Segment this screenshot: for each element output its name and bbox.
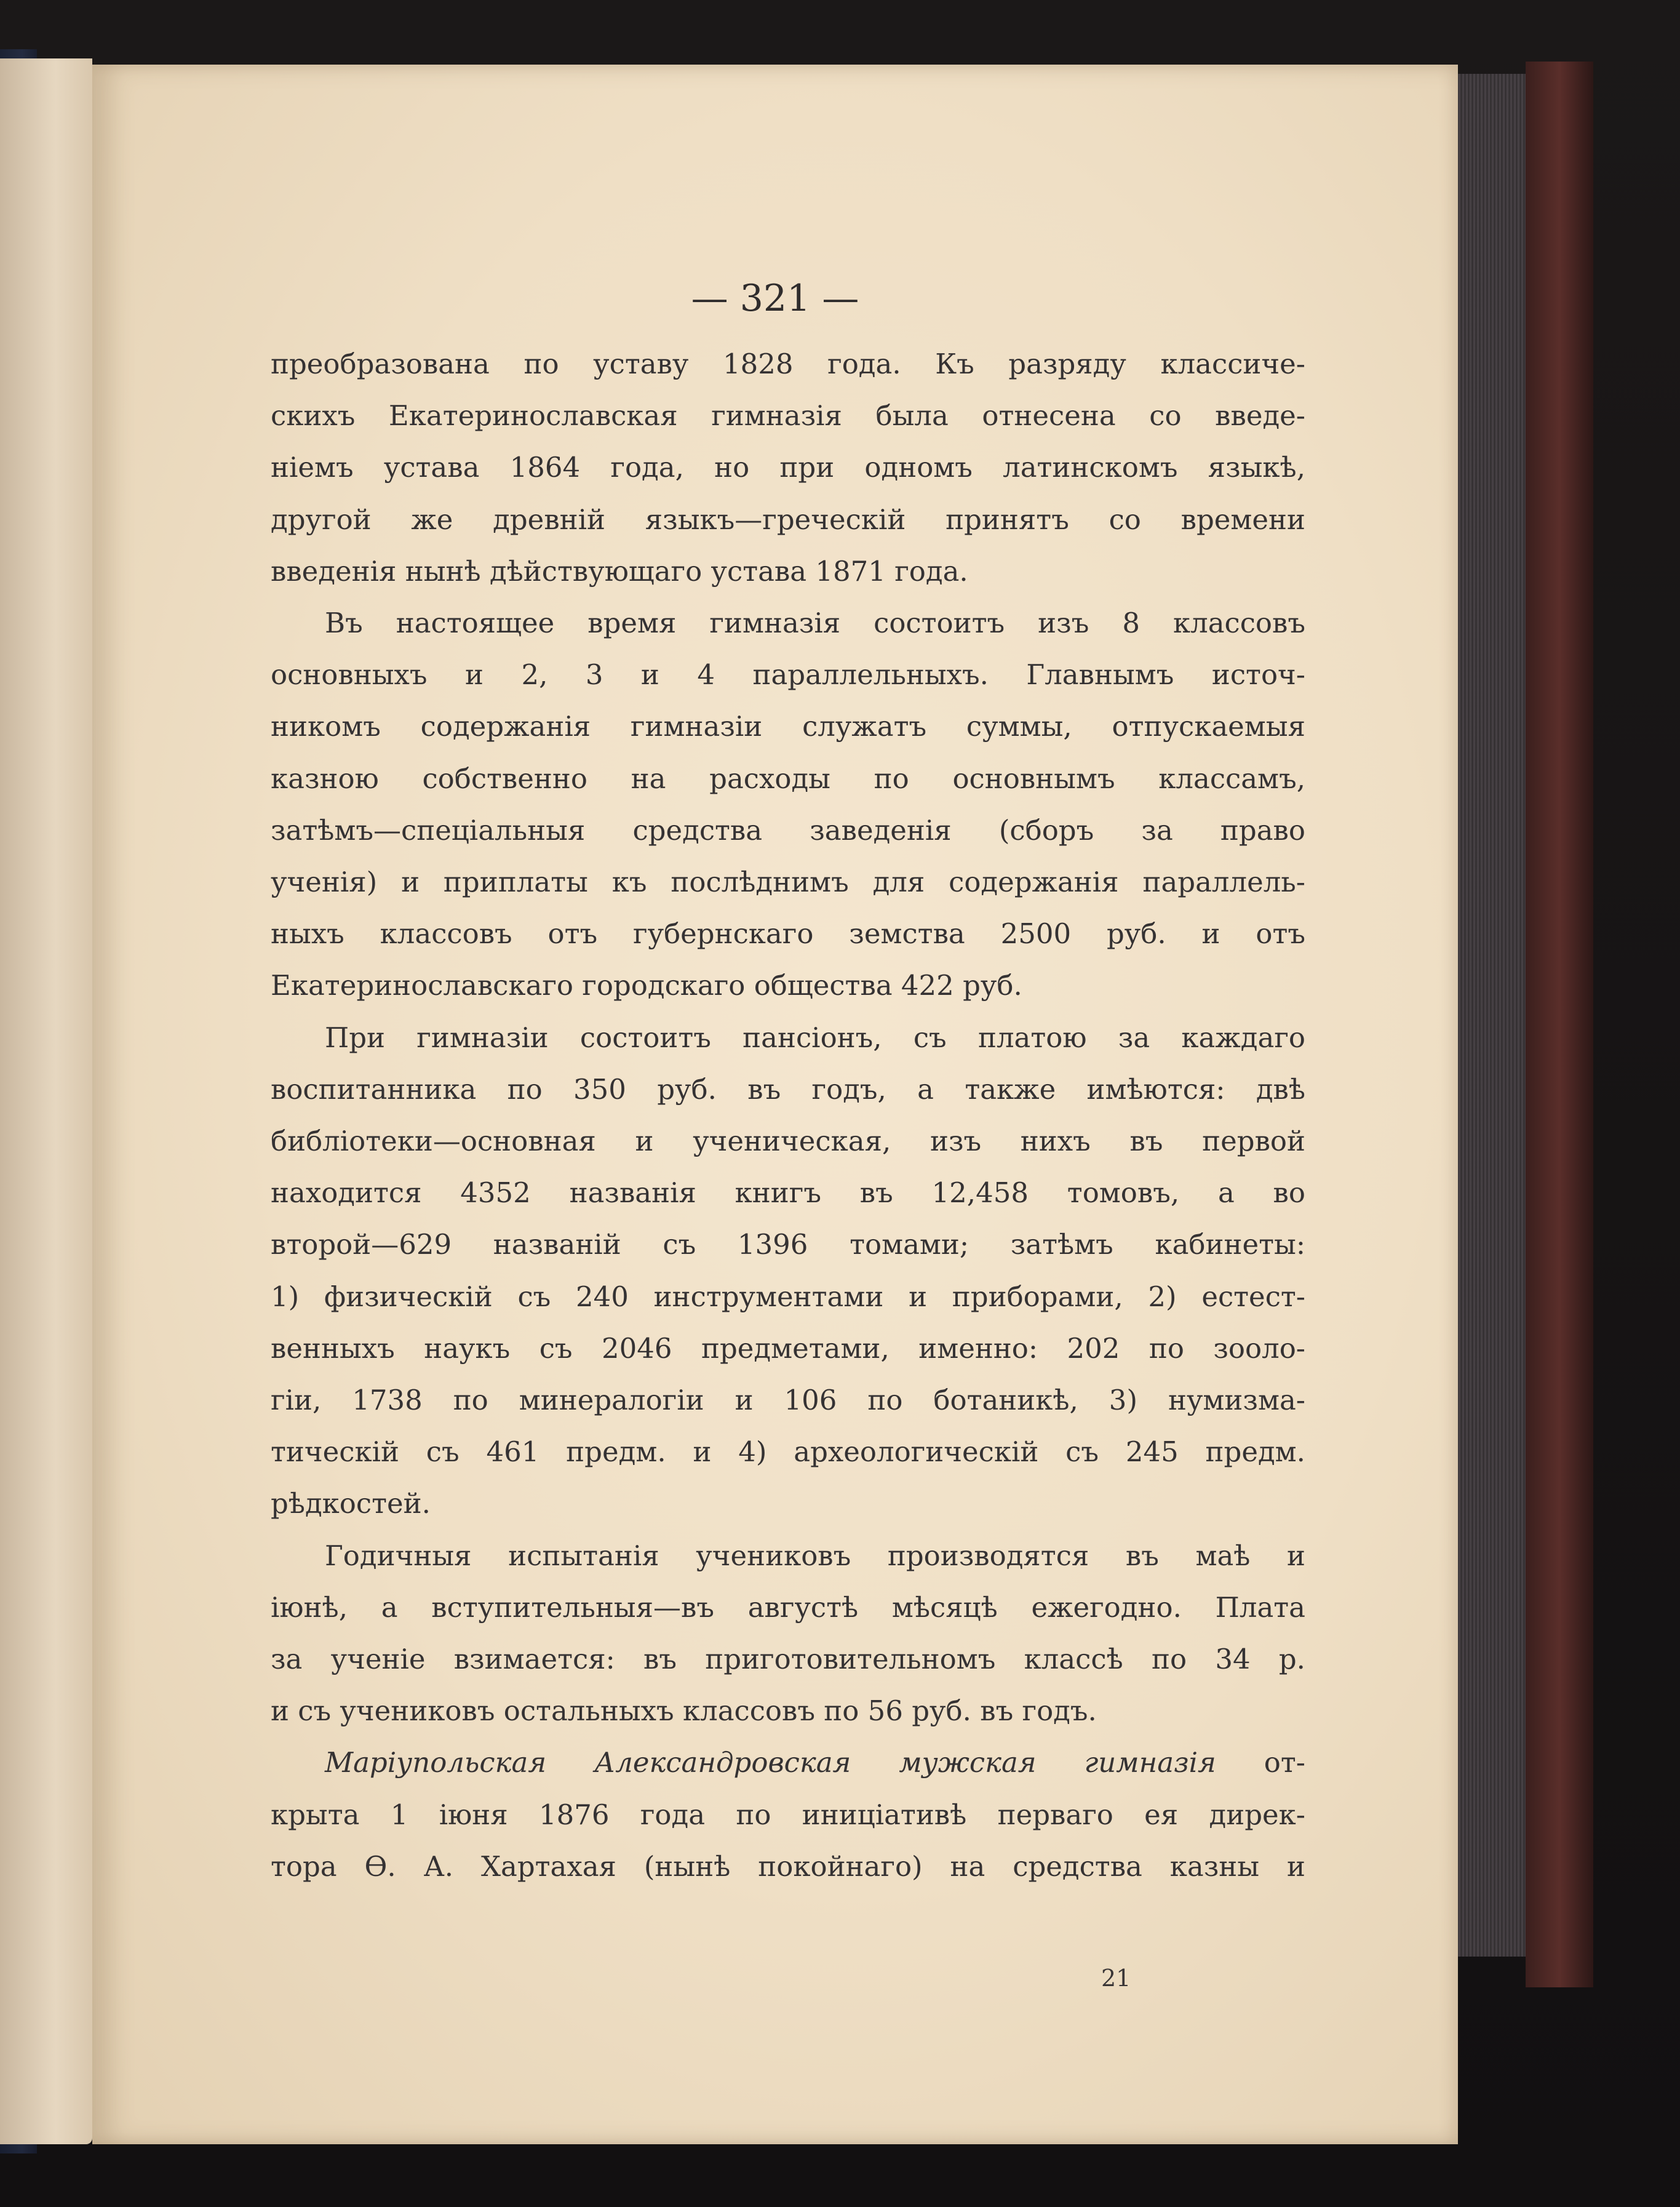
text-line: за ученіе взимается: въ приготовительномъ классѣ по 34 р.: [271, 1643, 1305, 1676]
text-line: введенія нынѣ дѣйствующаго устава 1871 года.: [271, 554, 968, 588]
text-line: рѣдкостей.: [271, 1487, 431, 1520]
text-line: ныхъ классовъ отъ губернскаго земства 2500 руб. и отъ: [271, 917, 1305, 951]
book-page: [92, 65, 1458, 2144]
left-page-edge: [0, 58, 92, 2144]
text-line: второй—629 названій съ 1396 томами; затѣмъ кабинеты:: [271, 1228, 1305, 1261]
text-line: скихъ Екатеринославская гимназія была отнесена со введе-: [271, 399, 1305, 433]
text-line: и съ учениковъ остальныхъ классовъ по 56 руб. въ годъ.: [271, 1694, 1097, 1728]
text-line: библіотеки—основная и ученическая, изъ нихъ въ первой: [271, 1125, 1305, 1158]
page-number: — 321 —: [691, 277, 859, 320]
text-line: венныхъ наукъ съ 2046 предметами, именно: 202 по зооло-: [271, 1331, 1305, 1365]
text-line: воспитанника по 350 руб. въ годъ, а также имѣются: двѣ: [271, 1072, 1305, 1106]
text-line: тическій съ 461 предм. и 4) археологическій съ 245 предм.: [271, 1435, 1305, 1469]
text-line: гіи, 1738 по минералогіи и 106 по ботаникѣ, 3) нумизма-: [271, 1384, 1305, 1417]
printer-signature: 21: [1101, 1965, 1131, 1992]
text-line: преобразована по уставу 1828 года. Къ разряду классиче-: [271, 348, 1305, 380]
text-line: другой же древній языкъ—греческій принятъ со времени: [271, 503, 1305, 536]
text-line: іюнѣ, а вступительныя—въ августѣ мѣсяцѣ ежегодно. Плата: [271, 1590, 1305, 1624]
page-text: [271, 338, 1305, 1893]
text-line: крыта 1 іюня 1876 года по иниціативѣ перваго ея дирек-: [271, 1798, 1305, 1831]
text-line: казною собственно на расходы по основнымъ классамъ,: [271, 762, 1305, 795]
text-line: тора Ѳ. А. Хартахая (нынѣ покойнаго) на средства казны и: [271, 1850, 1305, 1883]
text-line: Въ настоящее время гимназія состоитъ изъ 8 классовъ: [325, 607, 1305, 640]
right-book-cover: [1526, 62, 1593, 1987]
text-line: Годичныя испытанія учениковъ производятся въ маѣ и: [325, 1539, 1305, 1572]
text-line: При гимназіи состоитъ пансіонъ, съ платою за каждаго: [325, 1021, 1305, 1054]
text-fragment: от-: [1264, 1746, 1305, 1779]
text-line: находится 4352 названія книгъ въ 12,458 томовъ, а во: [271, 1176, 1305, 1210]
text-line: ученія) и приплаты къ послѣднимъ для содержанія параллель-: [271, 866, 1305, 899]
gymnasium-name: Маріупольская Александровская мужская гимназія: [325, 1746, 1216, 1779]
text-line: ніемъ устава 1864 года, но при одномъ латинскомъ языкѣ,: [271, 451, 1305, 484]
text-line: никомъ содержанія гимназіи служатъ суммы, отпускаемыя: [271, 710, 1305, 743]
text-line: основныхъ и 2, 3 и 4 параллельныхъ. Главнымъ источ-: [271, 658, 1305, 692]
text-line: затѣмъ—спеціальныя средства заведенія (сборъ за право: [271, 813, 1305, 847]
text-line-lead: [271, 1737, 1305, 1789]
text-line: Екатеринославскаго городскаго общества 422 руб.: [271, 969, 1022, 1002]
text-line: 1) физическій съ 240 инструментами и приборами, 2) естест-: [271, 1280, 1305, 1313]
